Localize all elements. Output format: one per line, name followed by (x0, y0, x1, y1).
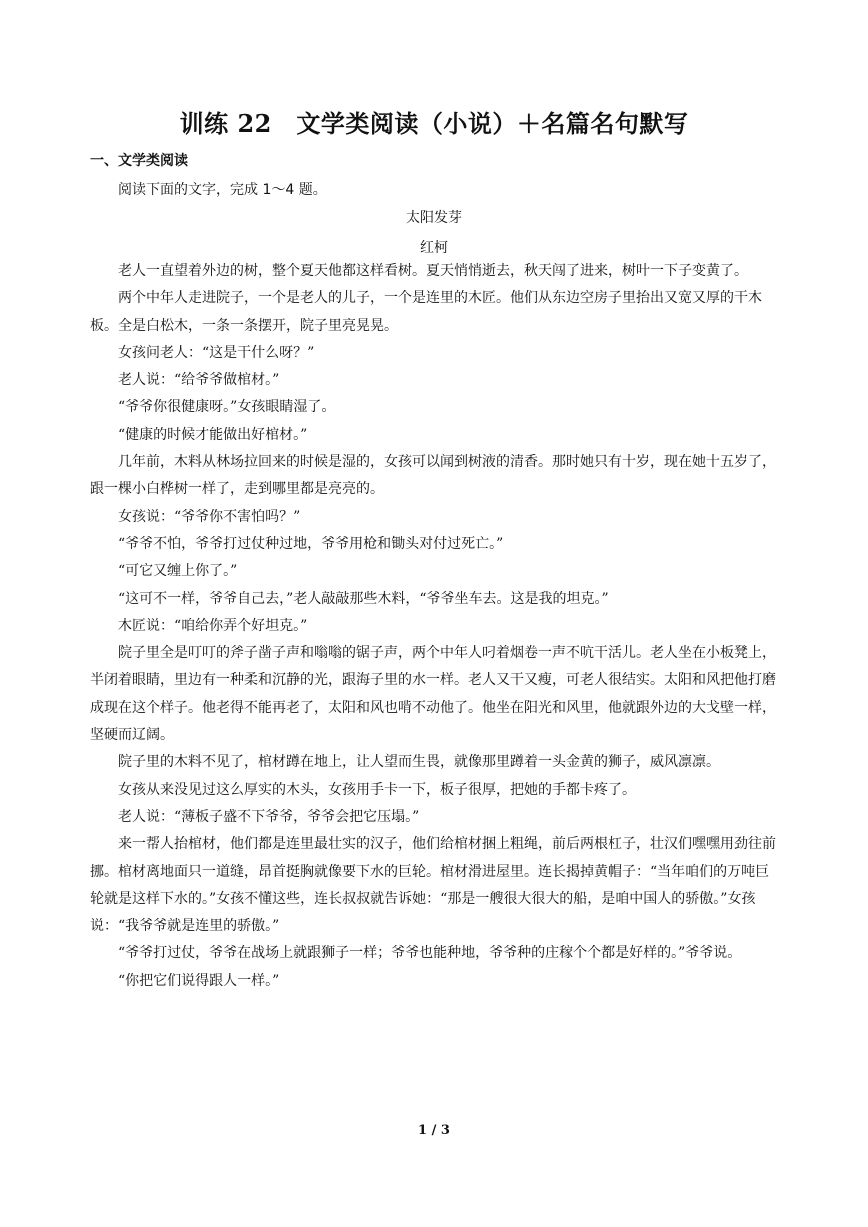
story-author: 红柯 (420, 240, 448, 256)
story-body (90, 258, 780, 995)
story-paragraph: 女孩说：“爷爷你不害怕吗？” (118, 508, 301, 525)
page-number: 1 / 3 (418, 1123, 450, 1138)
story-paragraph: 院子里全是叮叮的斧子凿子声和嗡嗡的锯子声，两个中年人叼着烟卷一声不吭干活儿。老人坐在小板凳上，半闭着眼睛，里边有一种柔和沉静的光，跟海子里的水一样。老人又干又瘦，可老人很结实。太阳和风把他打磨成现在这个样子。他老得不能再老了，太阳和风也啃不动他了。他坐在阳光和风里，他就跟外边的大戈壁一样，坚硬而辽阔。 (90, 645, 776, 744)
story-title: 太阳发芽 (406, 210, 462, 226)
story-paragraph: “爷爷打过仗，爷爷在战场上就跟狮子一样；爷爷也能种地，爷爷种的庄稼个个都是好样的。”爷爷说。 (118, 945, 742, 962)
story-paragraph: 院子里的木料不见了，棺材蹲在地上，让人望而生畏，就像那里蹲着一头金黄的狮子，威风凛凛。 (118, 754, 720, 771)
story-paragraph: “健康的时候才能做出好棺材。” (118, 426, 308, 443)
story-paragraph: 女孩问老人：“这是干什么呀？” (118, 344, 315, 361)
story-paragraph: 老人说：“薄板子盛不下爷爷，爷爷会把它压塌。” (118, 808, 420, 825)
story-paragraph: 几年前，木料从林场拉回来的时候是湿的，女孩可以闻到树液的清香。那时她只有十岁，现在她十五岁了，跟一棵小白桦树一样了，走到哪里都是亮亮的。 (90, 454, 776, 498)
story-paragraph: “爷爷不怕，爷爷打过仗种过地，爷爷用枪和锄头对付过死亡。” (118, 535, 504, 552)
story-paragraph: 来一帮人抬棺材，他们都是连里最壮实的汉子，他们给棺材捆上粗绳，前后两根杠子，壮汉们嘿嘿用劲往前挪。棺材离地面只一道缝，昂首挺胸就像要下水的巨轮。棺材滑进屋里。连长揭掉黄帽子：“当年咱们的万吨巨轮就是这样下水的。”女孩不懂这些，连长叔叔就告诉她：“那是一艘很大很大的船，是咱中国人的骄傲。”女孩说：“我爷爷就是连里的骄傲。” (90, 836, 776, 935)
story-paragraph: 老人说：“给爷爷做棺材。” (118, 372, 280, 389)
reading-instruction: 阅读下面的文字，完成 1～4 题。 (118, 182, 327, 198)
story-paragraph: 木匠说：“咱给你弄个好坦克。” (118, 617, 308, 634)
story-paragraph: 老人一直望着外边的树，整个夏天他都这样看树。夏天悄悄逝去，秋天闯了进来，树叶一下子变黄了。 (118, 263, 748, 279)
story-paragraph: 两个中年人走进院子，一个是老人的儿子，一个是连里的木匠。他们从东边空房子里抬出又宽又厚的干木板。全是白松木，一条一条摆开，院子里亮晃晃。 (90, 290, 762, 334)
story-paragraph: “这可不一样，爷爷自己去，”老人敲敲那些木料，“爷爷坐车去。这是我的坦克。” (118, 590, 609, 607)
story-paragraph: 女孩从来没见过这么厚实的木头，女孩用手卡一下，板子很厚，把她的手都卡疼了。 (118, 781, 636, 798)
story-paragraph: “爷爷你很健康呀。”女孩眼睛湿了。 (118, 399, 336, 416)
page-title: 训练 22 文学类阅读（小说）＋名篇名句默写 (179, 109, 689, 138)
story-paragraph: “你把它们说得跟人一样。” (118, 972, 280, 989)
story-paragraph: “可它又缠上你了。” (118, 563, 238, 580)
section-heading: 一、文学类阅读 (90, 153, 188, 169)
